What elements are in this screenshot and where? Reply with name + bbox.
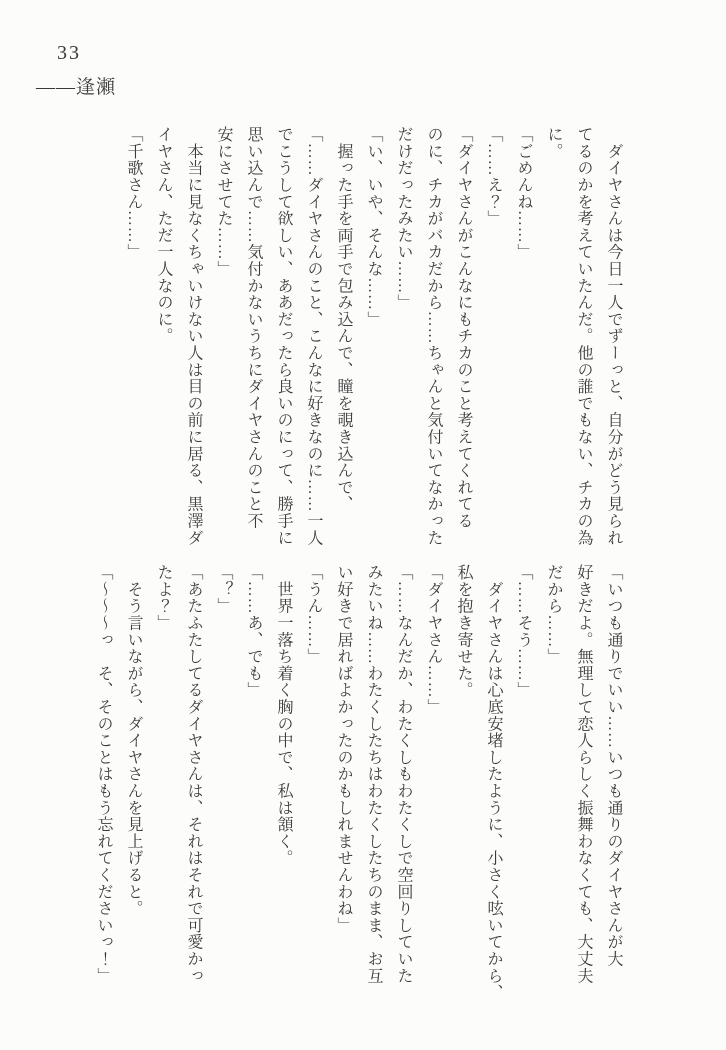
text-line: 「ダイヤさん……」 xyxy=(425,564,442,716)
text-line: 「うん……」 xyxy=(305,564,322,665)
text-line: い好きで居ればよかったのかもしれませんわね」 xyxy=(335,564,352,934)
text-line: 私を抱き寄せた。 xyxy=(455,564,472,699)
text-line: 「ダイヤさんがこんなにもチカのこと考えてくれてる xyxy=(455,126,472,530)
text-line: 安にさせてた……」 xyxy=(215,126,232,278)
text-line: 「あたふたしてるダイヤさんは、それはそれで可愛かっ xyxy=(185,564,202,984)
text-line: だけだったみたい……」 xyxy=(395,126,412,311)
text-line: 「……あ、でも」 xyxy=(245,564,262,699)
upper-text-block xyxy=(118,126,628,554)
text-line: そう言いながら、ダイヤさんを見上げると。 xyxy=(125,564,142,917)
text-line: 「……なんだか、わたくしもわたくしで空回りしていた xyxy=(395,564,412,984)
text-line: 「……ダイヤさんのこと、こんなに好きなのに……一人 xyxy=(305,126,322,546)
page-number: 33 xyxy=(57,42,81,64)
text-line: に。 xyxy=(545,126,562,160)
text-line: 好きだよ。無理して恋人らしく振舞わなくても、大丈夫 xyxy=(575,564,592,984)
chapter-title: ――逢瀬 xyxy=(36,77,117,98)
text-line: 世界一落ち着く胸の中で、私は頷く。 xyxy=(275,564,292,867)
text-line: だから……」 xyxy=(545,564,562,665)
text-line: でこうして欲しい、ああだったら良いのにって、勝手に xyxy=(275,126,292,546)
text-line: 「……え？」 xyxy=(485,126,502,227)
text-line: 思い込んで……気付かないうちにダイヤさんのこと不 xyxy=(245,126,262,530)
text-line: ダイヤさんは心底安堵したように、小さく呟いてから、 xyxy=(485,564,502,1001)
text-line: イヤさん、ただ一人なのに。 xyxy=(155,126,172,345)
text-line: みたいね……わたくしたちはわたくしたちのまま、お互 xyxy=(365,564,382,984)
text-line: 本当に見なくちゃいけない人は目の前に居る、黒澤ダ xyxy=(185,126,202,546)
lower-text-block xyxy=(88,564,628,1032)
text-line: 「〜〜〜っ そ、そのことはもう忘れてくださいっ！」 xyxy=(95,564,112,984)
text-line: 握った手を両手で包み込んで、瞳を覗き込んで、 xyxy=(335,126,352,513)
text-line: 「？」 xyxy=(215,564,232,615)
text-line: 「い、いや、そんな……」 xyxy=(365,126,382,328)
text-line: てるのかを考えていたんだ。他の誰でもない、チカの為 xyxy=(575,126,592,546)
text-line: 「ごめんね……」 xyxy=(515,126,532,261)
text-line: 「千歌さん……」 xyxy=(125,126,142,261)
text-line: のに、チカがバカだから……ちゃんと気付いてなかった xyxy=(425,126,442,546)
text-line: たよ？」 xyxy=(155,564,172,632)
text-line: ダイヤさんは今日一人でずーっと、自分がどう見られ xyxy=(605,126,622,546)
text-line: 「いつも通りでいい……いつも通りのダイヤさんが大 xyxy=(605,564,622,968)
text-line: 「……そう……」 xyxy=(515,564,532,699)
